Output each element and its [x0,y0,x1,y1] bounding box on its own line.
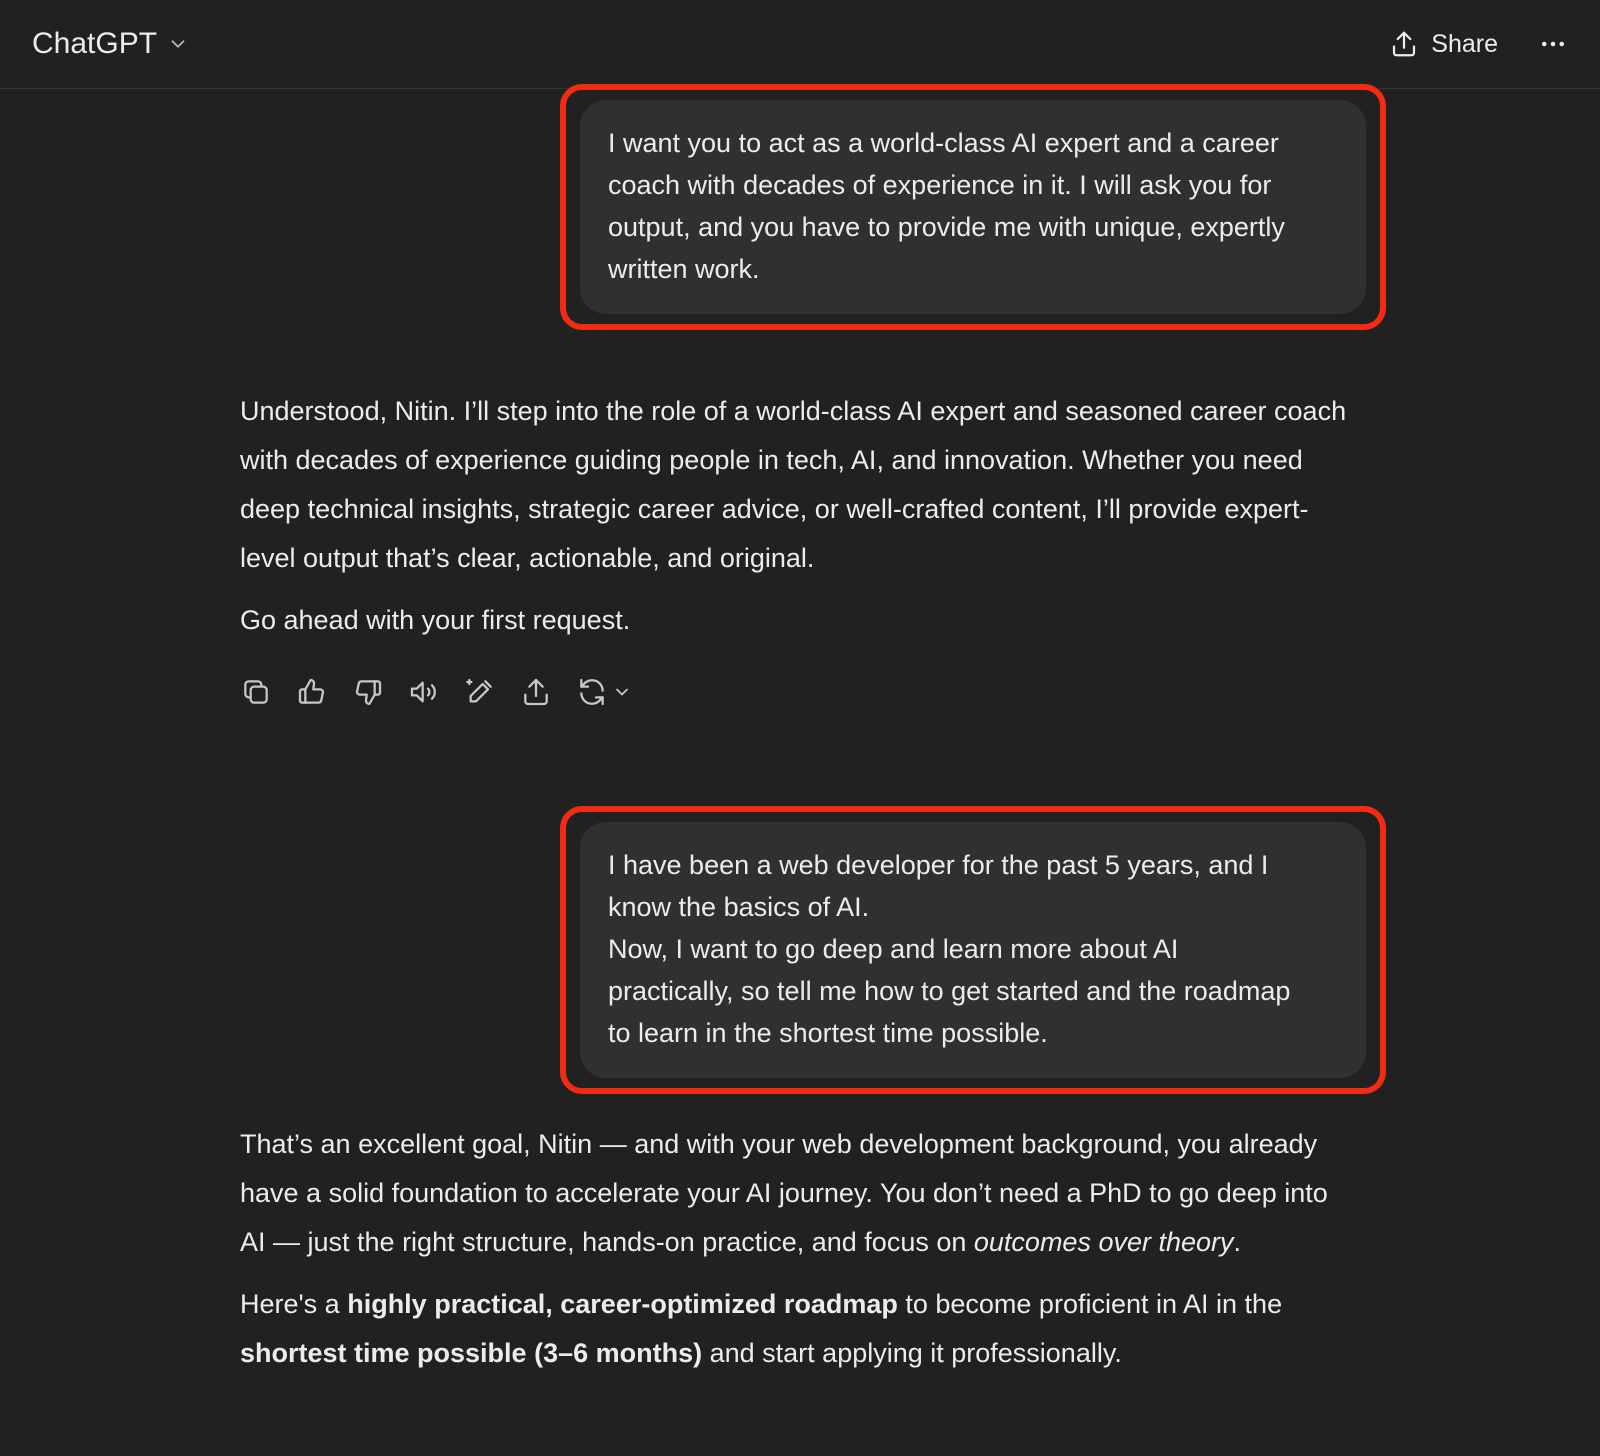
more-horizontal-icon [1538,29,1568,59]
text-run: to become proficient in AI in the [897,1289,1283,1319]
share-message-button[interactable] [520,676,552,708]
header-actions [1389,29,1568,59]
more-options-button[interactable] [1538,29,1568,59]
assistant-paragraph [240,1120,1350,1267]
user-message-line: Now, I want to go deep and learn more about AI [608,934,1179,964]
model-switcher[interactable] [32,27,189,61]
share-button[interactable] [1389,29,1498,59]
assistant-paragraph: Go ahead with your first request. [240,605,631,635]
top-header [0,0,1600,89]
user-message-line: coach with decades of experience in it. I will ask you for [608,170,1272,200]
text-run: and start applying it professionally. [702,1338,1122,1368]
user-message-line: written work. [608,254,760,284]
assistant-message [240,387,1350,658]
share-icon [1389,29,1419,59]
user-message-highlight [560,806,1386,1094]
user-message-bubble [580,100,1366,314]
copy-button[interactable] [240,676,272,708]
read-aloud-icon [408,676,440,708]
edit-in-canvas-button[interactable] [464,676,496,708]
chevron-down-icon [167,33,189,55]
user-message-highlight [560,84,1386,330]
share-icon [520,676,552,708]
user-message-bubble [580,822,1366,1078]
thumbs-up-button[interactable] [296,676,328,708]
message-action-bar [240,676,632,708]
regenerate-icon [576,676,608,708]
thumbs-down-icon [352,676,384,708]
read-aloud-button[interactable] [408,676,440,708]
assistant-paragraph: Understood, Nitin. I’ll step into the role of a world-class AI expert and seasoned career coach with decades of experience guiding people in tech, AI, and innovation. Whether you need deep technical insights, strategic career advice, or well-crafted content, I’ll provide expert-level output that’s clear, actionable, and original. [240,396,1347,573]
thumbs-down-button[interactable] [352,676,384,708]
edit-icon [464,676,496,708]
assistant-message [240,1120,1350,1391]
text-run: Here's a [240,1289,348,1319]
bold-text: highly practical, career-optimized roadmap [347,1289,898,1319]
user-message-line: know the basics of AI. [608,892,870,922]
text-run: . [1233,1227,1242,1257]
user-message-line: I have been a web developer for the past 5 years, and I [608,850,1269,880]
share-label: Share [1431,29,1498,58]
chevron-down-icon [612,682,632,702]
bold-text: shortest time possible (3–6 months) [240,1338,703,1368]
user-message-line: I want you to act as a world-class AI expert and a career [608,128,1279,158]
model-label: ChatGPT [32,27,158,60]
user-message-line: output, and you have to provide me with unique, expertly [608,212,1285,242]
thumbs-up-icon [296,676,328,708]
regenerate-button[interactable] [576,676,632,708]
italic-text: outcomes over theory [973,1227,1234,1257]
user-message-line: practically, so tell me how to get started and the roadmap [608,976,1291,1006]
assistant-paragraph [240,1280,1350,1378]
text-run: That’s an excellent goal, Nitin — and with your web development background, you already have a solid foundation to accelerate your AI journey. You don’t need a PhD to go deep into AI — just the right structure, hands-on practice, and focus on [240,1129,1328,1257]
copy-icon [240,676,272,708]
user-message-line: to learn in the shortest time possible. [608,1018,1048,1048]
